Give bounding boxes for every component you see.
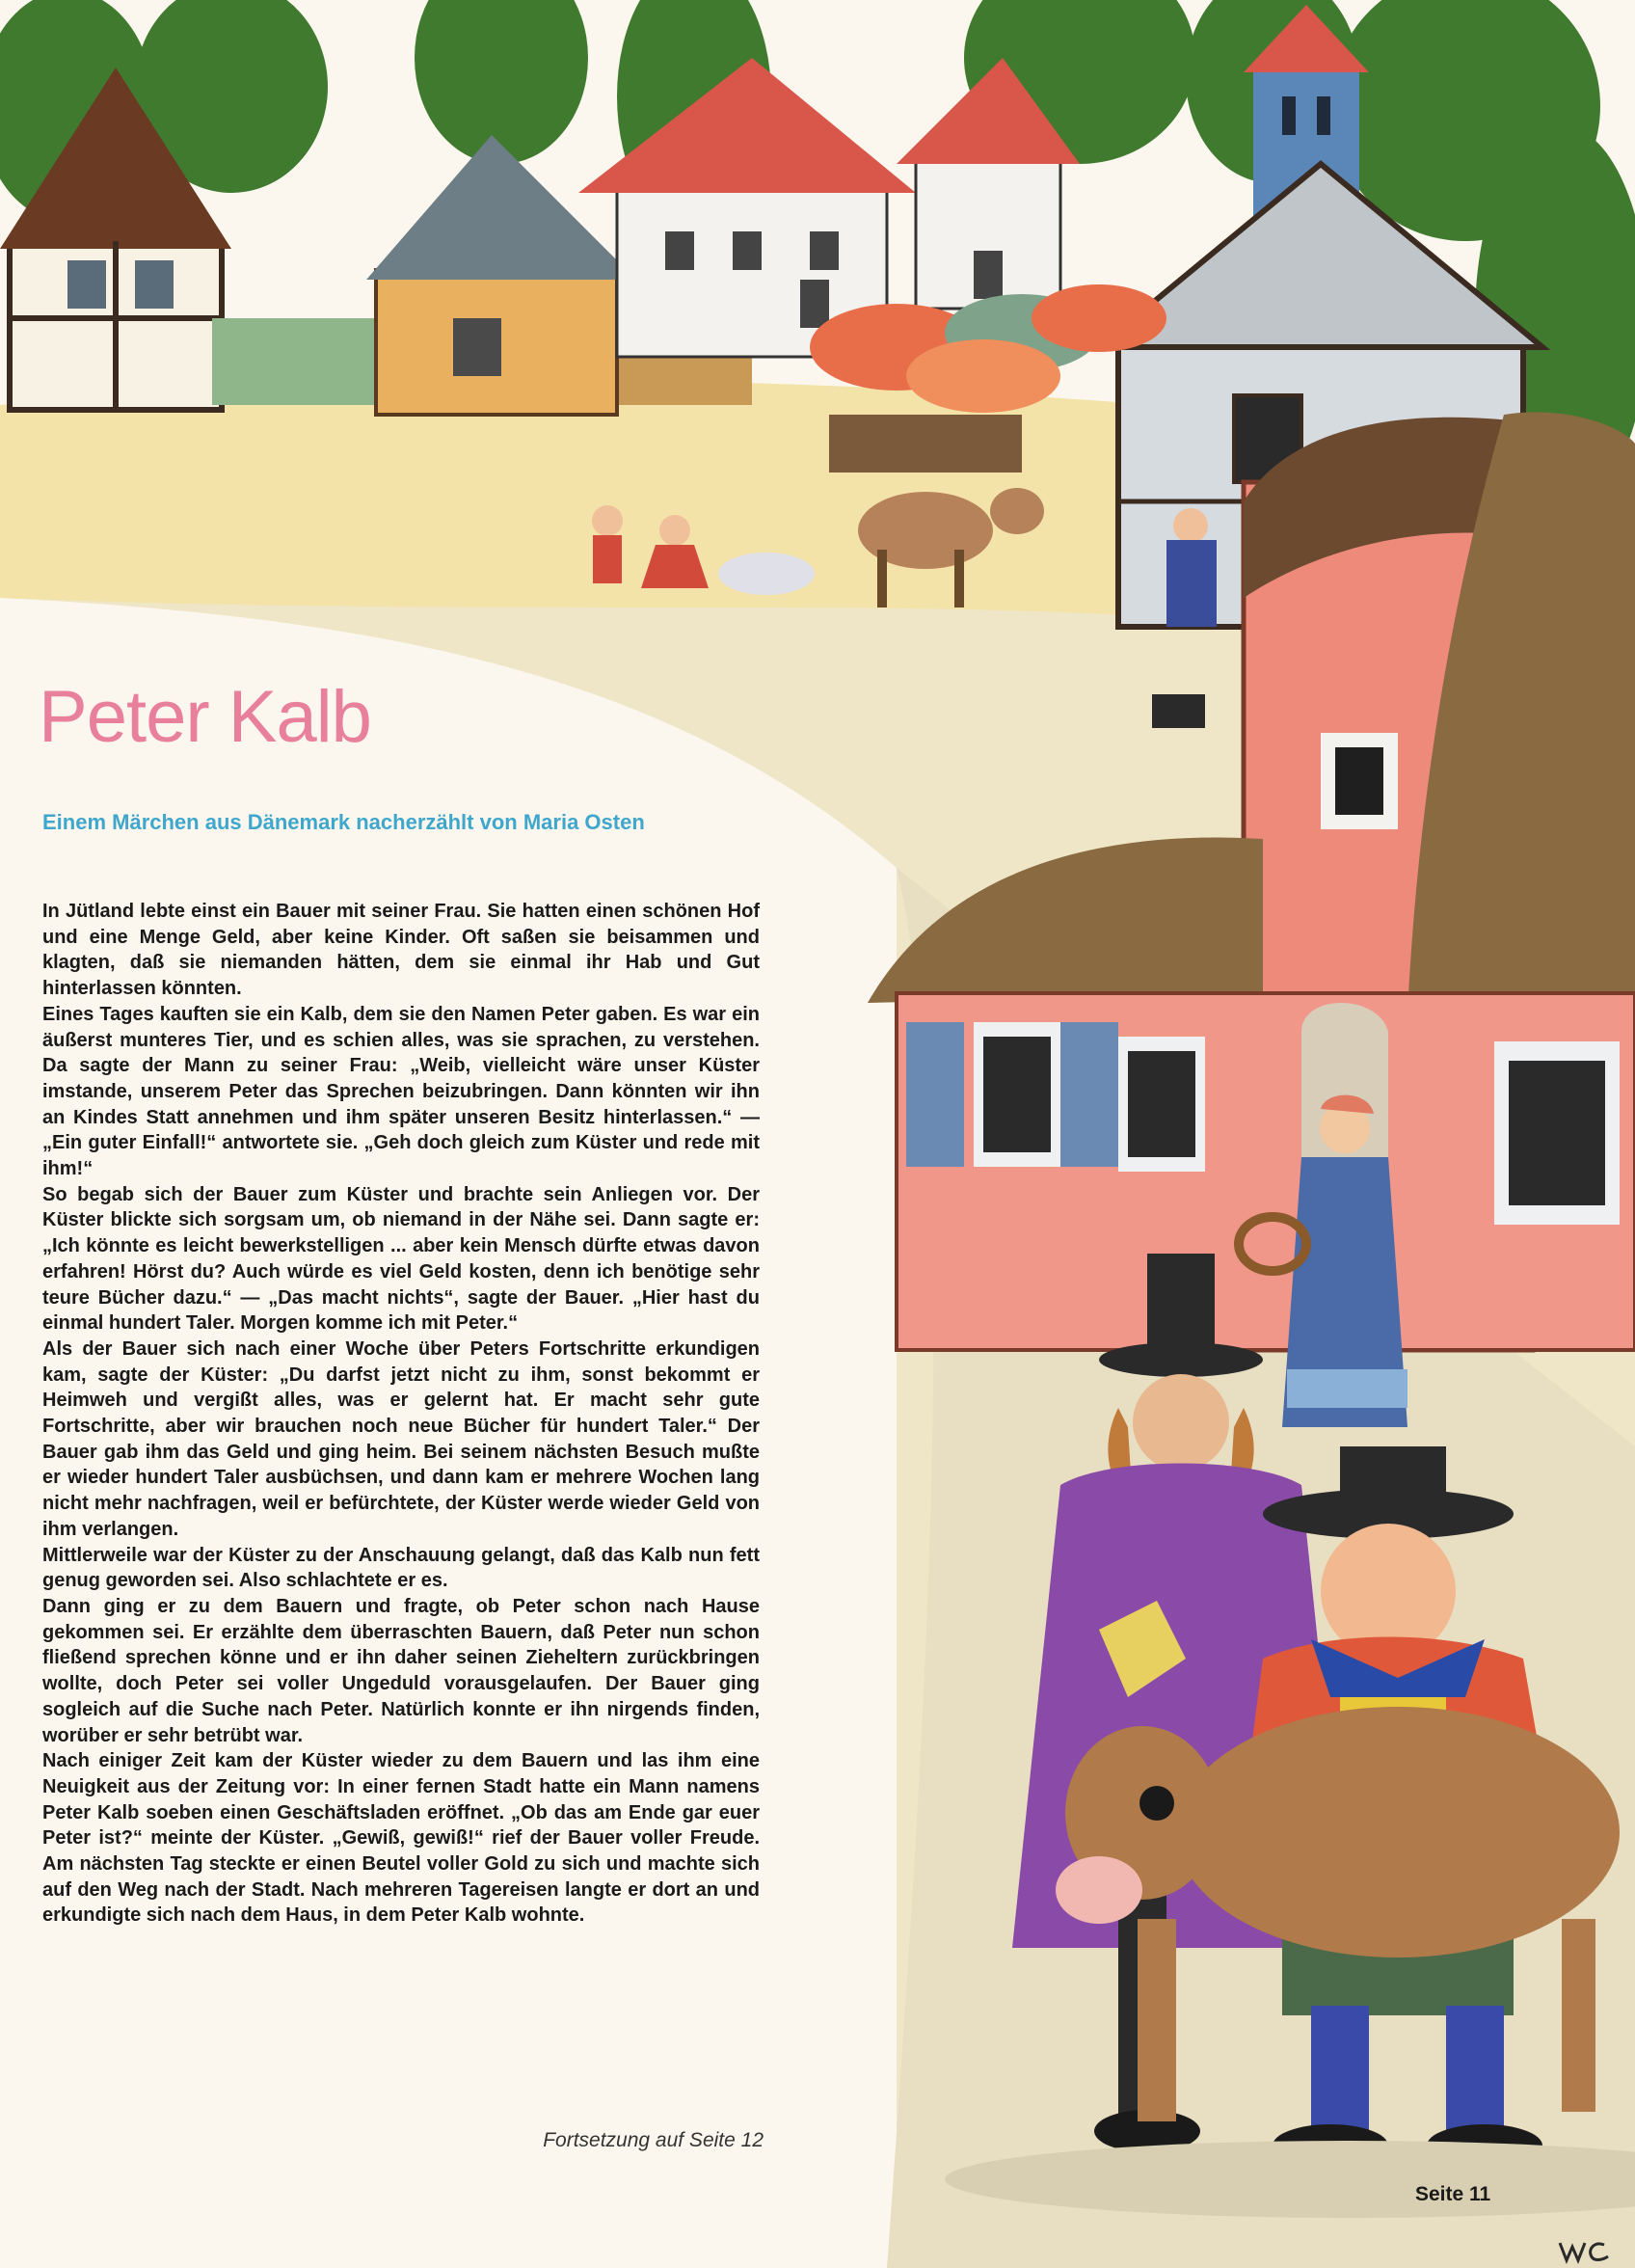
story-title: Peter Kalb xyxy=(39,676,371,758)
story-paragraph: Dann ging er zu dem Bauern und fragte, ob Peter schon nach Hause gekommen sei. Er erzählte dem überraschten Bauern, daß Peter nun schon fließend sprechen könne und er ihn daher seinen Zieheltern zurückbringen wollte, doch Peter sei voller Ungeduld vorausgelaufen. Der Bauer ging sogleich auf die Suche nach Peter. Natürlich konnte er ihn nirgends finden, worüber er sehr betrübt war. xyxy=(42,1595,760,1746)
fence-green xyxy=(212,318,376,405)
story-paragraph: In Jütland lebte einst ein Bauer mit seiner Frau. Sie hatten einen schönen Hof und eine Menge Geld, aber keine Kinder. Oft saßen sie beisammen und klagten, daß sie niemanden hätten, dem sie einmal ihr Hab und Gut hinterlassen könnten. xyxy=(42,901,760,1000)
story-subtitle: Einem Märchen aus Dänemark nacherzählt von Maria Osten xyxy=(42,810,645,834)
continued-note: Fortsetzung auf Seite 12 xyxy=(543,2129,764,2151)
story-text xyxy=(42,899,760,1929)
story-paragraph: Eines Tages kauften sie ein Kalb, dem sie den Namen Peter gaben. Es war ein äußerst munteres Tier, und es schien alles, was sie sprachen, zu verstehen. Da sagte der Mann zu seiner Frau: „Weib, vielleicht wäre unser Küster imstande, unserem Peter das Sprechen beizubringen. Dann könnten wir ihn an Kindes Statt annehmen und ihm später unseren Besitz hinterlassen.“ — „Ein guter Einfall!“ antwortete sie. „Geh doch gleich zum Küster und rede mit ihm!“ xyxy=(42,1003,760,1180)
story-paragraph: So begab sich der Bauer zum Küster und brachte sein Anliegen vor. Der Küster blickte sich sorgsam um, ob niemand in der Nähe sei. Dann sagte er: „Ich könnte es leicht bewerkstelligen ... aber kein Mensch dürfte etwas davon erfahren! Hörst du? Auch würde es viel Geld kosten, denn ich benötige sehr teure Bücher dazu.“ — „Das macht nichts“, sagte der Bauer. „Hier hast du einmal hundert Taler. Morgen komme ich mit Peter.“ xyxy=(42,1183,760,1335)
page-number: Seite 11 xyxy=(1415,2183,1491,2205)
story-paragraph: Als der Bauer sich nach einer Woche über Peters Fortschritte erkundigen kam, sagte der Küster: „Du darfst jetzt nicht zu ihm, sonst bekommt er Heimweh und vergißt alles, was er gelernt hat. Er macht sehr gute Fortschritte, aber wir brauchen noch neue Bücher für hundert Taler.“ Der Bauer gab ihm das Geld und ging heim. Bei seinem nächsten Besuch mußte er wieder hundert Taler ausbüchsen, und dann kam er mehrere Wochen lang nicht mehr nachfragen, weil er befürchtete, der Küster werde wieder Geld von ihm verlangen. xyxy=(42,1337,760,1540)
artist-signature-icon xyxy=(1558,2239,1616,2264)
story-paragraph: Nach einiger Zeit kam der Küster wieder zu dem Bauern und las ihm eine Neuigkeit aus der Zeitung vor: In einer fernen Stadt hatte ein Mann namens Peter Kalb soeben einen Geschäftsladen eröffnet. „Ob das am Ende gar euer Peter ist?“ meinte der Küster. „Gewiß, gewiß!“ rief der Bauer voller Freude. Am nächsten Tag steckte er einen Beutel voller Gold zu sich und machte sich auf den Weg nach der Stadt. Nach mehreren Tagereisen langte er dort an und erkundigte sich nach dem Haus, in dem Peter Kalb wohnte. xyxy=(42,1750,760,1927)
story-paragraph: Mittlerweile war der Küster zu der Anschauung gelangt, daß das Kalb nun fett genug geworden sei. Also schlachtete er es. xyxy=(42,1544,760,1592)
house-yellow xyxy=(366,135,636,415)
